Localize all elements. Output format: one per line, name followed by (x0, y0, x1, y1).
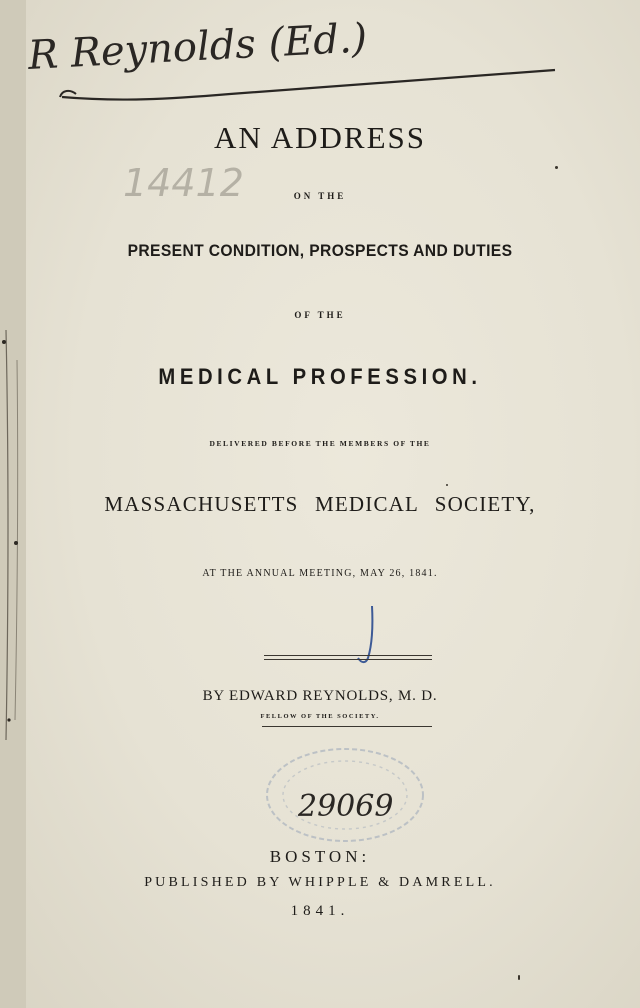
stamp-number: 29069 (298, 789, 394, 824)
author-byline: BY EDWARD REYNOLDS, M. D. (202, 688, 438, 704)
meeting-line: AT THE ANNUAL MEETING, MAY 26, 1841. (202, 568, 438, 579)
handwritten-author-note: R Reynolds (Ed.) (26, 15, 369, 79)
rule-top (264, 655, 432, 656)
rule-top-double (264, 659, 432, 660)
pencil-catalog-number: 14412 (123, 161, 244, 205)
title: AN ADDRESS (213, 120, 427, 155)
author-role: FELLOW OF THE SOCIETY. (260, 713, 380, 720)
subject-line: PRESENT CONDITION, PROSPECTS AND DUTIES (127, 241, 513, 260)
rule-bottom (262, 726, 432, 727)
ink-speck (555, 166, 558, 169)
on-the-line: ON THE (293, 191, 347, 201)
library-stamp (250, 740, 440, 850)
imprint-publisher: PUBLISHED BY WHIPPLE & DAMRELL. (144, 875, 496, 890)
handwritten-underline (62, 70, 555, 100)
of-the-line: OF THE (294, 310, 346, 320)
delivered-line: DELIVERED BEFORE THE MEMBERS OF THE (209, 439, 431, 448)
imprint-city: BOSTON: (269, 847, 371, 866)
society-line: MASSACHUSETTS MEDICAL SOCIETY, (104, 492, 536, 516)
ink-speck (518, 975, 520, 980)
profession-line: MEDICAL PROFESSION. (158, 364, 482, 389)
ink-speck (446, 484, 448, 486)
imprint-year: 1841. (290, 903, 350, 919)
